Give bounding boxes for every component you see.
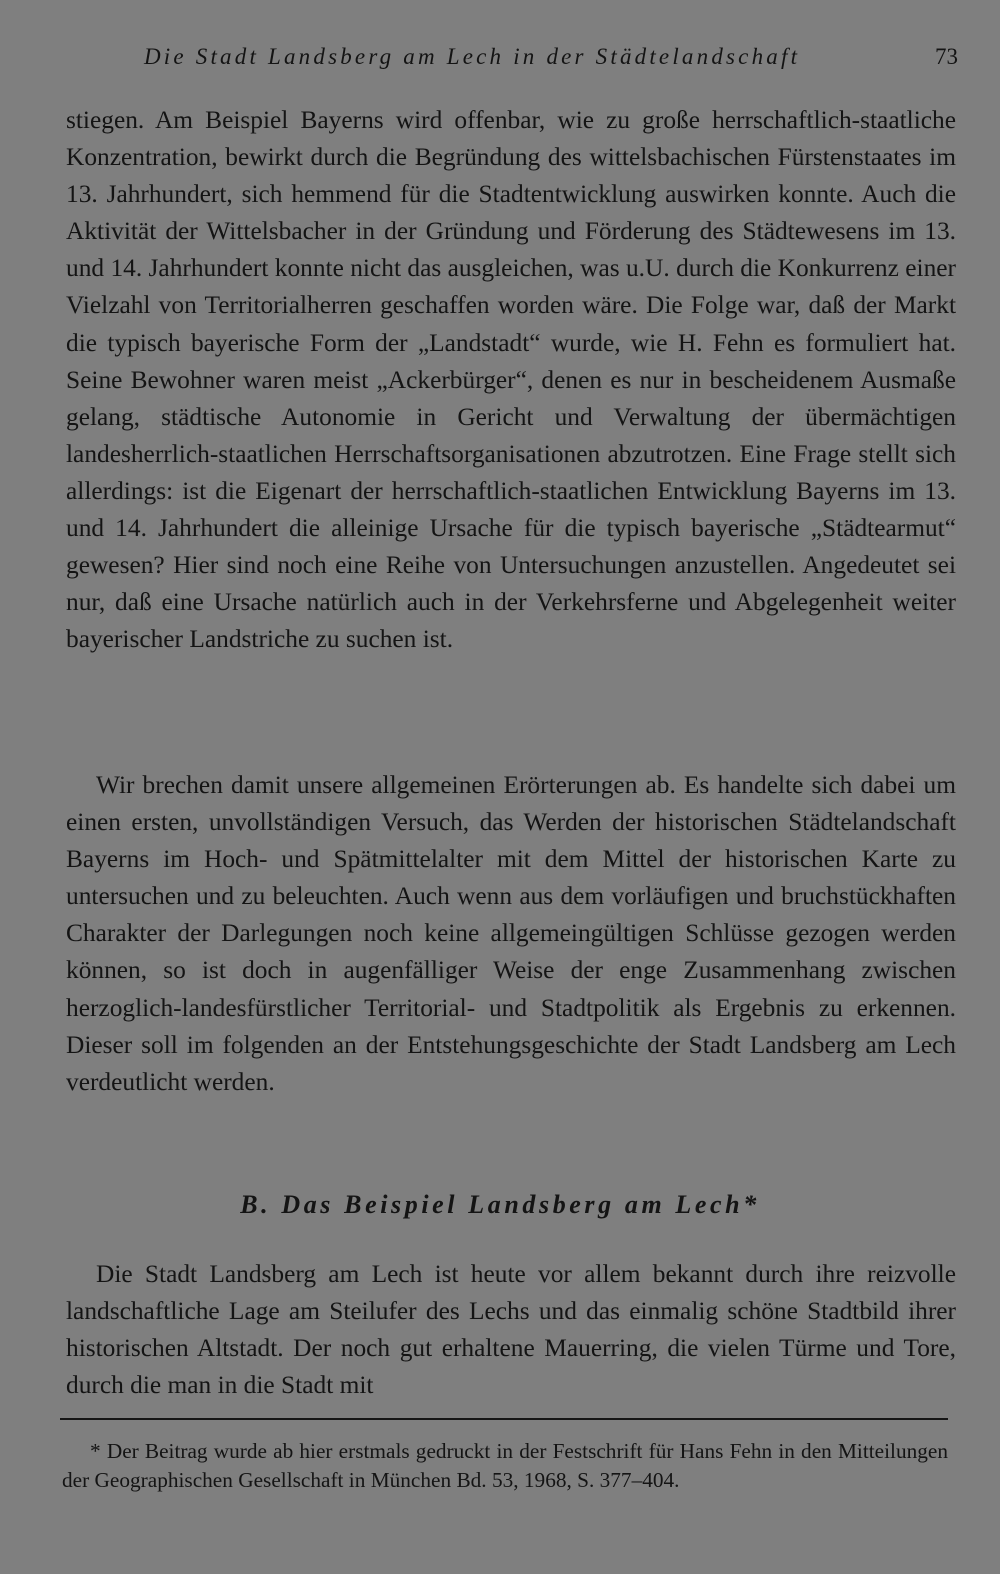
body-paragraph-3: Die Stadt Landsberg am Lech ist heute vor allem bekannt durch ihre reizvolle landschaftliche Lage am Steilufer des Lechs und das einmalig schöne Stadtbild ihrer historischen Altstadt. Der noch gut erhaltene Mauerring, die vielen Türme und Tore, durch die man in die Stadt mit <box>66 1260 956 1400</box>
footnote-text: * Der Beitrag wurde ab hier erstmals gedruckt in der Festschrift für Hans Fehn in den Mitteilungen der Geographischen Gesellschaft in München Bd. 53, 1968, S. 377–404. <box>62 1439 948 1493</box>
running-header <box>66 44 958 80</box>
body-paragraph-2: Wir brechen damit unsere allgemeinen Erörterungen ab. Es handelte sich dabei um einen ersten, unvollständigen Versuch, das Werden der historischen Städtelandschaft Bayerns im Hoch- und Spätmittelalter mit dem Mittel der historischen Karte zu untersuchen und zu beleuchten. Auch wenn aus dem vorläufigen und bruchstückhaften Charakter der Darlegungen noch keine allgemeingültigen Schlüsse gezogen werden können, so ist doch in augenfälliger Weise der enge Zusammenhang zwischen herzoglich-landesfürstlicher Territorial- und Stadtpolitik als Ergebnis zu erkennen. Dieser soll im folgenden an der Entstehungsgeschichte der Stadt Landsberg am Lech verdeutlicht werden. <box>66 771 956 1096</box>
footnote-divider <box>60 1418 948 1420</box>
running-head-title: Die Stadt Landsberg am Lech in der Städtelandschaft <box>144 44 801 69</box>
section-heading: B. Das Beispiel Landsberg am Lech* <box>240 1190 760 1219</box>
page-number: 73 <box>935 44 958 69</box>
body-paragraph-1: stiegen. Am Beispiel Bayerns wird offenbar, wie zu große herrschaftlich-staatliche Konzentration, bewirkt durch die Begründung des wittelsbachischen Fürstenstaates im 13. Jahrhundert, sich hemmend für die Stadtentwicklung auswirken konnte. Auch die Aktivität der Wittelsbacher in der Gründung und Förderung des Städtewesens im 13. und 14. Jahrhundert konnte nicht das ausgleichen, was u.U. durch die Konkurrenz einer Vielzahl von Territorialherren geschaffen worden wäre. Die Folge war, daß der Markt die typisch bayerische Form der „Landstadt“ wurde, wie H. Fehn es formuliert hat. Seine Bewohner waren meist „Ackerbürger“, denen es nur in bescheidenem Ausmaße gelang, städtische Autonomie in Gericht und Verwaltung der übermächtigen landesherrlich-staatlichen Herrschaftsorganisationen abzutrotzen. Eine Frage stellt sich allerdings: ist die Eigenart der herrschaftlich-staatlichen Entwicklung Bayerns im 13. und 14. Jahrhundert die alleinige Ursache für die typisch bayerische „Städtearmut“ gewesen? Hier sind noch eine Reihe von Untersuchungen anzustellen. Angedeutet sei nur, daß eine Ursache natürlich auch in der Verkehrsferne und Abgelegenheit weiter bayerischer Landstriche zu suchen ist. <box>66 106 956 654</box>
